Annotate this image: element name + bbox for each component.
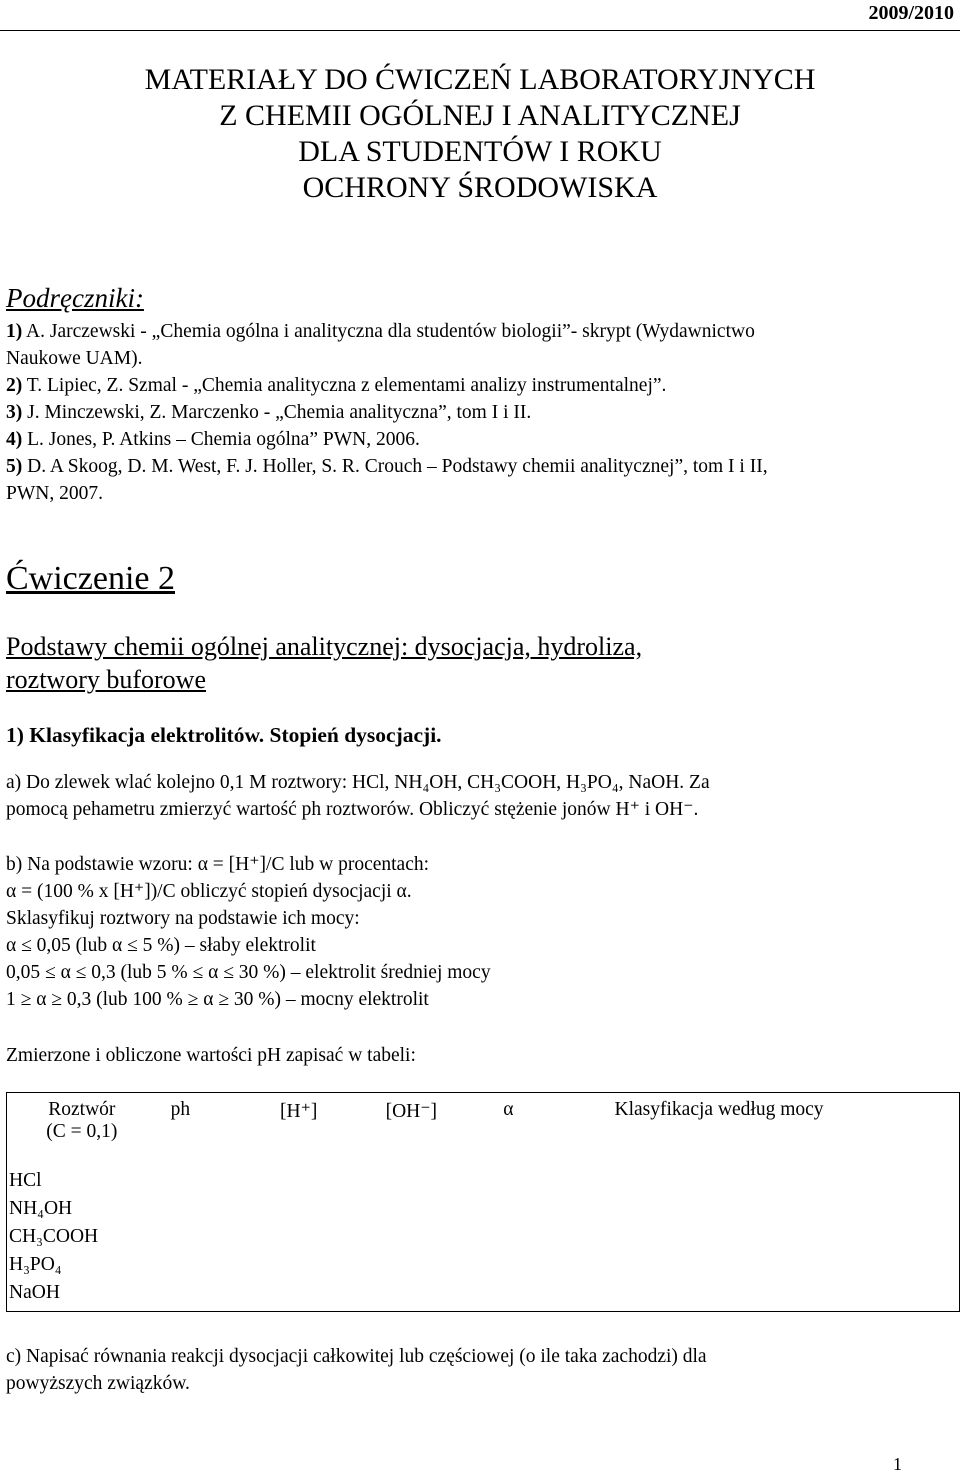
- table-cell-solution: CH₃COOH: [9, 1226, 99, 1247]
- header-ph: ph: [170, 1099, 191, 1120]
- table-cell-empty: [503, 1167, 614, 1312]
- header-solution: Roztwór (C = 0,1): [46, 1099, 118, 1142]
- title-line: DLA STUDENTÓW I ROKU: [298, 135, 662, 168]
- title-line: OCHRONY ŚRODOWISKA: [302, 171, 658, 204]
- table-intro: Zmierzone i obliczone wartości pH zapisać w tabeli:: [6, 1045, 416, 1066]
- textbooks-heading: Podręczniki:: [6, 283, 144, 313]
- step-b-line: Sklasyfikuj roztwory na podstawie ich mocy:: [6, 908, 360, 929]
- section-heading: 1) Klasyfikacja elektrolitów. Stopień dysocjacji.: [6, 723, 442, 747]
- table-cell-solution: HCl: [9, 1170, 42, 1191]
- exercise-heading: Ćwiczenie 2: [6, 560, 175, 597]
- textbook-item: Naukowe UAM).: [6, 348, 143, 369]
- document-title: [0, 62, 960, 206]
- table-cell-empty: [155, 1167, 280, 1312]
- header-alpha: α: [503, 1099, 514, 1120]
- title-line: Z CHEMII OGÓLNEJ I ANALITYCZNEJ: [219, 99, 741, 132]
- exercise-subtitle: [6, 630, 642, 696]
- textbook-item: 4) L. Jones, P. Atkins – Chemia ogólna” PWN, 2006.: [6, 429, 420, 450]
- table-cell-empty: [386, 1167, 504, 1312]
- step-c: [6, 1343, 707, 1397]
- step-a-line: pomocą pehametru zmierzyć wartość ph roztworów. Obliczyć stężenie jonów H⁺ i OH⁻.: [6, 799, 699, 820]
- subtitle-line: Podstawy chemii ogólnej analitycznej: dysocjacja, hydroliza,: [6, 632, 643, 661]
- header-classification: Klasyfikacja według mocy: [614, 1099, 824, 1120]
- page-number: 1: [893, 1454, 902, 1474]
- step-c-line: c) Napisać równania reakcji dysocjacji całkowitej lub częściowej (o ile taka zachodzi) dla: [6, 1346, 707, 1367]
- table-header-row: [7, 1093, 960, 1168]
- header-h: [H⁺]: [280, 1101, 318, 1122]
- header-oh: [OH⁻]: [385, 1101, 438, 1122]
- subtitle-line: roztwory buforowe: [6, 665, 206, 694]
- step-b-line: 1 ≥ α ≥ 0,3 (lub 100 % ≥ α ≥ 30 %) – mocny elektrolit: [6, 989, 429, 1010]
- table-cell-empty: [280, 1167, 386, 1312]
- step-b-line: 0,05 ≤ α ≤ 0,3 (lub 5 % ≤ α ≤ 30 %) – elektrolit średniej mocy: [6, 962, 491, 983]
- step-a-line: a) Do zlewek wlać kolejno 0,1 M roztwory: HCl, NH₄OH, CH₃COOH, H₃PO₄, NaOH. Za: [6, 772, 710, 793]
- step-b: [6, 851, 491, 1013]
- results-table: [6, 1092, 960, 1312]
- step-b-line: α = (100 % x [H⁺])/C obliczyć stopień dysocjacji α.: [6, 881, 412, 902]
- academic-year: 2009/2010: [868, 2, 954, 24]
- textbook-item: 2) T. Lipiec, Z. Szmal - „Chemia analityczna z elementami analizy instrumentalnej”.: [6, 375, 667, 396]
- textbook-list: [6, 318, 768, 507]
- step-b-line: b) Na podstawie wzoru: α = [H⁺]/C lub w procentach:: [6, 854, 430, 875]
- textbook-item: 3) J. Minczewski, Z. Marczenko - „Chemia analityczna”, tom I i II.: [6, 402, 532, 423]
- table-body-row: [7, 1167, 960, 1312]
- table-cell-solution: NaOH: [9, 1282, 60, 1303]
- textbook-item: PWN, 2007.: [6, 483, 103, 504]
- step-c-line: powyższych związków.: [6, 1373, 190, 1394]
- textbook-item: 1) A. Jarczewski - „Chemia ogólna i analityczna dla studentów biologii”- skrypt (Wydawnictwo: [6, 321, 755, 342]
- table-cell-empty: [615, 1167, 960, 1312]
- table-cell-solution: NH₄OH: [9, 1198, 73, 1219]
- title-line: MATERIAŁY DO ĆWICZEŃ LABORATORYJNYCH: [144, 63, 816, 96]
- solution-list: [7, 1167, 155, 1312]
- table-cell-solution: H₃PO₄: [9, 1254, 62, 1275]
- textbook-item: 5) D. A Skoog, D. M. West, F. J. Holler, S. R. Crouch – Podstawy chemii analitycznej”, tom I i II,: [6, 456, 768, 477]
- header-rule: [0, 30, 960, 31]
- step-a: [6, 769, 710, 823]
- step-b-line: α ≤ 0,05 (lub α ≤ 5 %) – słaby elektrolit: [6, 935, 316, 956]
